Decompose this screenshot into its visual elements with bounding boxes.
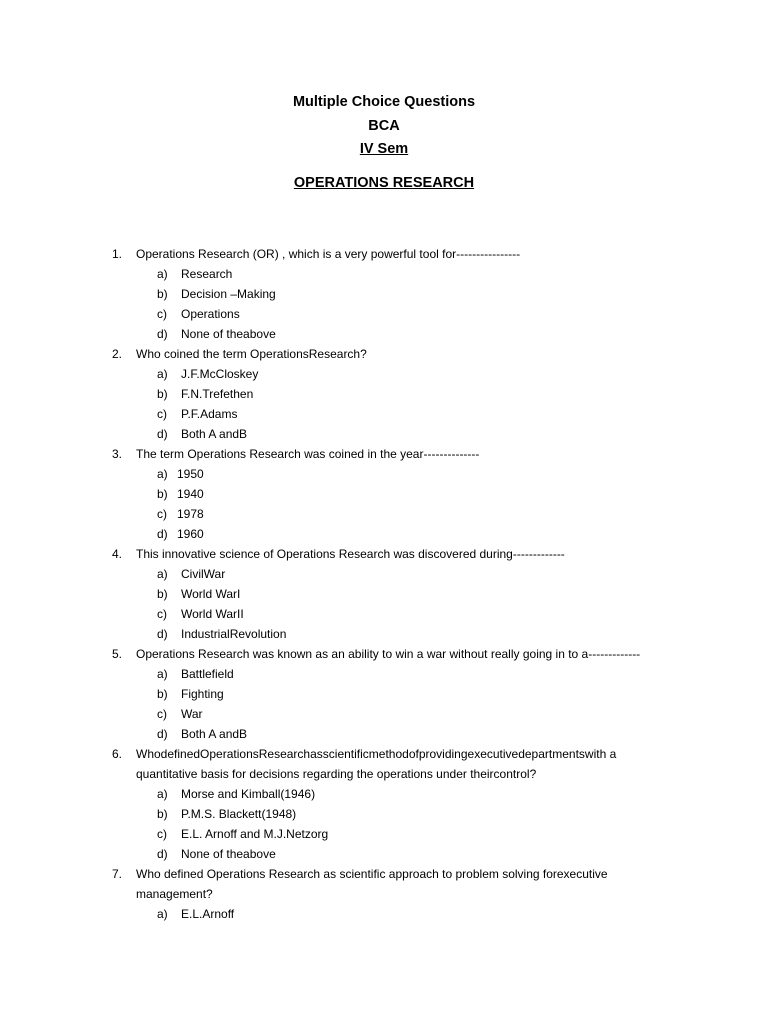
option-text: P.M.S. Blackett(1948) bbox=[181, 807, 297, 821]
answer-option bbox=[0, 484, 768, 504]
answer-option bbox=[0, 464, 768, 484]
option-text: Decision –Making bbox=[181, 287, 276, 301]
answer-option bbox=[0, 584, 768, 604]
option-text: IndustrialRevolution bbox=[181, 627, 287, 641]
subject-text: OPERATIONS RESEARCH bbox=[293, 175, 475, 191]
option-key: b) bbox=[157, 387, 168, 401]
answer-option bbox=[0, 384, 768, 404]
question-line bbox=[0, 544, 768, 564]
option-key: c) bbox=[157, 407, 167, 421]
answer-option bbox=[0, 424, 768, 444]
option-key: a) bbox=[157, 667, 168, 681]
answer-option bbox=[0, 664, 768, 684]
option-key: b) bbox=[157, 687, 168, 701]
question-number: 1. bbox=[112, 247, 123, 261]
answer-option bbox=[0, 704, 768, 724]
answer-option bbox=[0, 284, 768, 304]
answer-option bbox=[0, 784, 768, 804]
option-key: c) bbox=[157, 307, 167, 321]
question-number: 2. bbox=[112, 347, 123, 361]
option-text: None of theabove bbox=[181, 847, 276, 861]
option-key: d) bbox=[157, 327, 168, 341]
answer-option bbox=[0, 504, 768, 524]
question-text: The term Operations Research was coined in the year-------------- bbox=[136, 447, 480, 461]
question-text: Who coined the term OperationsResearch? bbox=[136, 347, 367, 361]
course-name: BCA bbox=[368, 118, 400, 134]
question-number: 3. bbox=[112, 447, 123, 461]
option-key: c) bbox=[157, 607, 167, 621]
question-line bbox=[0, 344, 768, 364]
option-key: b) bbox=[157, 587, 168, 601]
answer-option bbox=[0, 304, 768, 324]
question-item bbox=[0, 344, 768, 444]
option-text: Both A andB bbox=[181, 727, 248, 741]
answer-option bbox=[0, 904, 768, 924]
option-text: War bbox=[181, 707, 203, 721]
option-key: a) bbox=[157, 467, 168, 481]
semester-label bbox=[0, 141, 768, 157]
answer-option bbox=[0, 364, 768, 384]
answer-option bbox=[0, 844, 768, 864]
question-text: Who defined Operations Research as scientific approach to problem solving forexecutive bbox=[136, 867, 608, 881]
option-key: c) bbox=[157, 507, 167, 521]
option-key: d) bbox=[157, 527, 168, 541]
question-item bbox=[0, 644, 768, 744]
option-text: World WarI bbox=[181, 587, 241, 601]
option-text: Research bbox=[181, 267, 233, 281]
option-key: b) bbox=[157, 807, 168, 821]
question-line bbox=[0, 884, 768, 904]
question-line bbox=[0, 644, 768, 664]
option-key: a) bbox=[157, 567, 168, 581]
option-key: d) bbox=[157, 847, 168, 861]
answer-option bbox=[0, 604, 768, 624]
option-key: c) bbox=[157, 707, 167, 721]
option-text: World WarII bbox=[181, 607, 244, 621]
option-key: b) bbox=[157, 487, 168, 501]
question-number: 5. bbox=[112, 647, 123, 661]
option-text: 1940 bbox=[177, 487, 204, 501]
option-key: b) bbox=[157, 287, 168, 301]
answer-option bbox=[0, 524, 768, 544]
question-item bbox=[0, 244, 768, 344]
question-item bbox=[0, 864, 768, 924]
question-text: WhodefinedOperationsResearchasscientificmethodofprovidingexecutivedepartmentswith a bbox=[136, 747, 617, 761]
option-text: J.F.McCloskey bbox=[181, 367, 259, 381]
question-text: Operations Research (OR) , which is a very powerful tool for---------------- bbox=[136, 247, 521, 261]
option-text: Both A andB bbox=[181, 427, 248, 441]
option-text: Morse and Kimball(1946) bbox=[181, 787, 316, 801]
question-item bbox=[0, 544, 768, 644]
question-text: Operations Research was known as an ability to win a war without really going in to a------------- bbox=[136, 647, 641, 661]
option-text: Battlefield bbox=[181, 667, 234, 681]
option-text: 1978 bbox=[177, 507, 204, 521]
option-key: d) bbox=[157, 427, 168, 441]
option-text: F.N.Trefethen bbox=[181, 387, 254, 401]
option-text: 1950 bbox=[177, 467, 204, 481]
option-text: None of theabove bbox=[181, 327, 276, 341]
answer-option bbox=[0, 724, 768, 744]
question-number: 7. bbox=[112, 867, 123, 881]
question-line bbox=[0, 244, 768, 264]
answer-option bbox=[0, 264, 768, 284]
question-line bbox=[0, 764, 768, 784]
answer-option bbox=[0, 624, 768, 644]
answer-option bbox=[0, 324, 768, 344]
option-text: Operations bbox=[181, 307, 240, 321]
option-text: E.L.Arnoff bbox=[181, 907, 235, 921]
question-item bbox=[0, 444, 768, 544]
option-key: a) bbox=[157, 787, 168, 801]
option-text: Fighting bbox=[181, 687, 224, 701]
question-text: This innovative science of Operations Research was discovered during------------- bbox=[136, 547, 565, 561]
question-number: 6. bbox=[112, 747, 123, 761]
document-title: Multiple Choice Questions bbox=[292, 94, 476, 110]
subject-heading bbox=[0, 175, 768, 191]
answer-option bbox=[0, 564, 768, 584]
question-text: quantitative basis for decisions regarding the operations under theircontrol? bbox=[136, 767, 537, 781]
question-item bbox=[0, 744, 768, 864]
question-line bbox=[0, 864, 768, 884]
semester-text: IV Sem bbox=[359, 141, 409, 157]
option-key: a) bbox=[157, 267, 168, 281]
option-key: c) bbox=[157, 827, 167, 841]
question-line bbox=[0, 744, 768, 764]
answer-option bbox=[0, 824, 768, 844]
question-list bbox=[0, 244, 768, 924]
answer-option bbox=[0, 804, 768, 824]
option-text: E.L. Arnoff and M.J.Netzorg bbox=[181, 827, 329, 841]
question-text: management? bbox=[136, 887, 213, 901]
option-text: 1960 bbox=[177, 527, 204, 541]
option-text: CivilWar bbox=[181, 567, 226, 581]
answer-option bbox=[0, 684, 768, 704]
option-key: a) bbox=[157, 367, 168, 381]
option-key: a) bbox=[157, 907, 168, 921]
answer-option bbox=[0, 404, 768, 424]
option-text: P.F.Adams bbox=[181, 407, 238, 421]
question-number: 4. bbox=[112, 547, 123, 561]
option-key: d) bbox=[157, 627, 168, 641]
option-key: d) bbox=[157, 727, 168, 741]
question-line bbox=[0, 444, 768, 464]
